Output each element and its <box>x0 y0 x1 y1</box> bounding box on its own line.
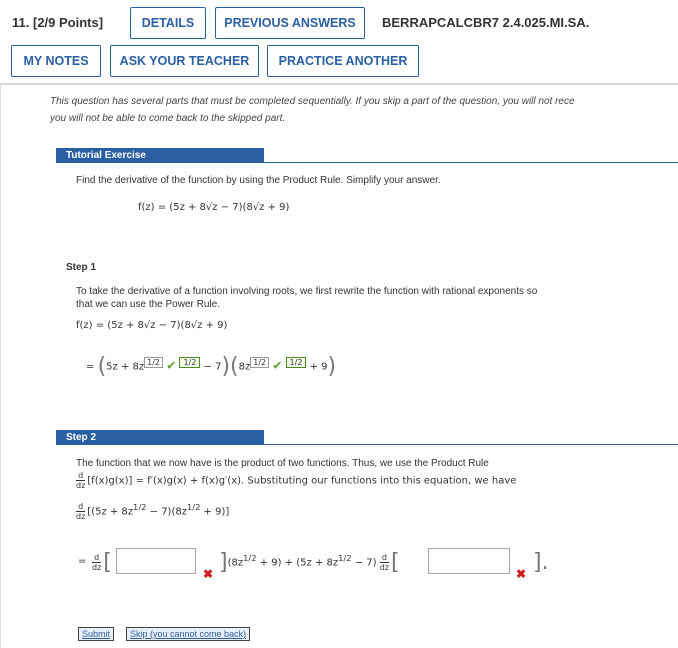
derivative-answer-input-2[interactable] <box>428 548 510 574</box>
step1-function: f(z) = (5z + 8√z − 7)(8√z + 9) <box>76 320 228 331</box>
wrong-icon: ✖ <box>203 567 214 581</box>
practice-another-button[interactable]: PRACTICE ANOTHER <box>267 45 419 77</box>
previous-answers-button[interactable]: PREVIOUS ANSWERS <box>215 7 365 39</box>
derivative-operator-1: $\frac{d}{dz}$ [ <box>92 550 112 575</box>
submit-button[interactable]: Submit <box>78 627 114 641</box>
step2-middle-expression: ]$(8z^{1/2} + 9) + (5z + 8z^{1/2} - 7)$ $\frac{d}{dz}$ [ <box>219 550 400 575</box>
step2-text-1: The function that we now have is the product of two functions. Thus, we use the Product Rule <box>76 458 489 469</box>
key-answer-1: 1/2 <box>179 357 200 368</box>
wrong-icon: ✖ <box>516 567 527 581</box>
skip-button[interactable]: Skip (you cannot come back) <box>126 627 250 641</box>
equals-sign: = <box>78 556 87 567</box>
step2-derivative-line: $\frac{d}{dz}$ $[(5z + 8z^{1/2} - 7)(8z^{1/2} + 9)]$ <box>76 502 230 521</box>
product-rule: $\frac{d}{dz}$ [f(x)g(x)] = f′(x)g(x) + f(x)g′(x). Substituting our functions into this equation, we have <box>76 471 517 490</box>
check-icon: ✔ <box>272 358 283 373</box>
key-answer-2: 1/2 <box>286 357 307 368</box>
my-notes-button[interactable]: MY NOTES <box>11 45 101 77</box>
question-header <box>0 0 678 88</box>
function-expression: f(z) = (5z + 8√z − 7)(8√z + 9) <box>138 202 290 213</box>
derivative-answer-input-1[interactable] <box>116 548 196 574</box>
exponent-answer-2[interactable]: 1/2 <box>250 357 269 368</box>
problem-code: BERRAPCALCBR7 2.4.025.MI.SA. <box>382 15 590 30</box>
tutorial-rule <box>264 162 678 163</box>
step2-label: Step 2 <box>56 430 264 445</box>
step1-label: Step 1 <box>66 262 97 273</box>
intro-note: This question has several parts that must be completed sequentially. If you skip a part of the question, you will not rece you will not be able to come back to the skipped part. <box>50 96 575 124</box>
tutorial-exercise <box>56 148 678 639</box>
step1-text-2: that we can use the Power Rule. <box>76 299 220 310</box>
closing-bracket: ]. <box>533 550 549 575</box>
header-divider <box>0 83 678 85</box>
tutorial-title: Tutorial Exercise <box>56 148 264 163</box>
check-icon: ✔ <box>166 358 177 373</box>
step1-rewritten: = (5z + 8z 1/2 ✔ 1/2 − 7)(8z 1/2 ✔ 1/2 + 9) <box>86 354 337 379</box>
step2-rule <box>264 444 678 445</box>
details-button[interactable]: DETAILS <box>130 7 206 39</box>
left-border <box>0 85 1 648</box>
exponent-answer-1[interactable]: 1/2 <box>144 357 163 368</box>
instruction-text: Find the derivative of the function by using the Product Rule. Simplify your answer. <box>76 175 441 186</box>
ask-your-teacher-button[interactable]: ASK YOUR TEACHER <box>110 45 259 77</box>
step1-text-1: To take the derivative of a function involving roots, we first rewrite the function with rational exponents so <box>76 286 538 297</box>
question-number-points: 11. [2/9 Points] <box>12 15 104 30</box>
